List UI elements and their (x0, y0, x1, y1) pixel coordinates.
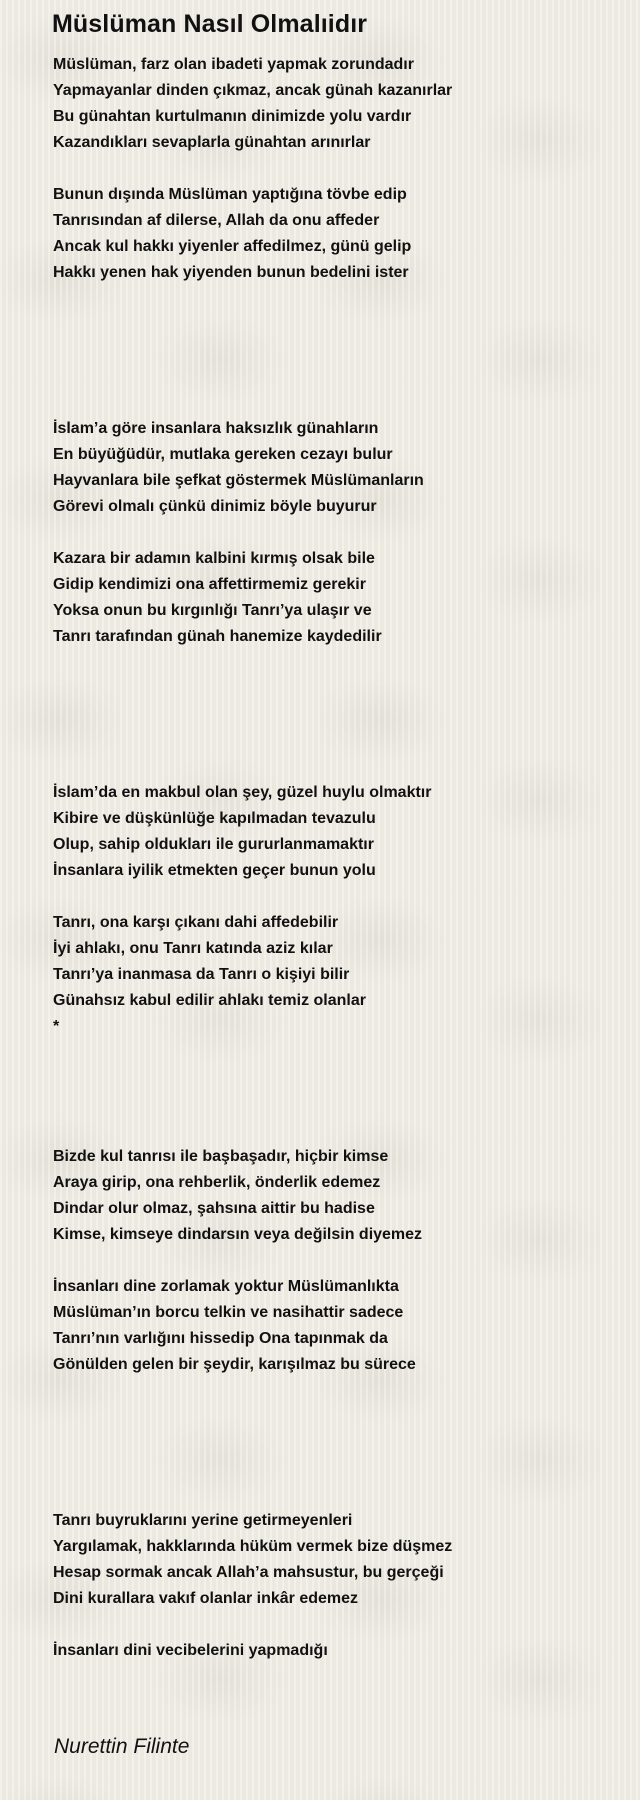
poem-line: Günahsız kabul edilir ahlakı temiz olanlar (53, 992, 366, 1009)
stanza (53, 52, 613, 156)
stanza-spacer (53, 156, 613, 182)
poem-line: Kimse, kimseye dindarsın veya değilsin diyemez (53, 1226, 423, 1243)
poem-line: Bu günahtan kurtulmanın dinimizde yolu vardır (53, 108, 412, 125)
poem-line: Görevi olmalı çünkü dinimiz böyle buyurur (53, 498, 377, 515)
poem-line: En büyüğüdür, mutlaka gereken cezayı bulur (53, 446, 393, 463)
poem-line: Araya girip, ona rehberlik, önderlik edemez (53, 1174, 381, 1191)
poem-line: Olup, sahip oldukları ile gururlanmamaktır (53, 836, 374, 853)
poem-line: Dindar olur olmaz, şahsına aittir bu hadise (53, 1200, 375, 1217)
section-spacer (53, 1040, 613, 1144)
poem-line: İnsanlara iyilik etmekten geçer bunun yolu (53, 862, 376, 879)
poem-line: Ancak kul hakkı yiyenler affedilmez, günü gelip (53, 238, 412, 255)
poem-line: Hesap sormak ancak Allah’a mahsustur, bu gerçeği (53, 1564, 444, 1581)
stanza-spacer (53, 1248, 613, 1274)
poem-line: Kazara bir adamın kalbini kırmış olsak bile (53, 550, 375, 567)
poem-line: İslam’da en makbul olan şey, güzel huylu olmaktır (53, 784, 432, 801)
poem-line: Tanrı tarafından günah hanemize kaydedilir (53, 628, 382, 645)
poem-line: Tanrı buyruklarını yerine getirmeyenleri (53, 1512, 353, 1529)
stanza (53, 910, 613, 1040)
stanza (53, 416, 613, 520)
poem-line: İslam’a göre insanlara haksızlık günahların (53, 420, 379, 437)
section-separator-mark: * (53, 1018, 60, 1035)
poem-line: Bizde kul tanrısı ile başbaşadır, hiçbir kimse (53, 1148, 389, 1165)
poem-body (53, 52, 613, 1664)
poem-line: İyi ahlakı, onu Tanrı katında aziz kılar (53, 940, 333, 957)
stanza (53, 1144, 613, 1248)
stanza-spacer (53, 1612, 613, 1638)
poem-line: Müslüman, farz olan ibadeti yapmak zorundadır (53, 56, 414, 73)
stanza (53, 1638, 613, 1664)
section-spacer (53, 650, 613, 780)
section-spacer (53, 286, 613, 416)
poem-line: Tanrı’nın varlığını hissedip Ona tapınmak da (53, 1330, 388, 1347)
poem-line: Hakkı yenen hak yiyenden bunun bedelini ister (53, 264, 409, 281)
poem-line: İnsanları dine zorlamak yoktur Müslümanlıkta (53, 1278, 399, 1295)
poem-line: Bunun dışında Müslüman yaptığına tövbe edip (53, 186, 407, 203)
stanza-spacer (53, 520, 613, 546)
poem-line: Dini kurallara vakıf olanlar inkâr edemez (53, 1590, 359, 1607)
poem-line: Yapmayanlar dinden çıkmaz, ancak günah kazanırlar (53, 82, 453, 99)
stanza (53, 1274, 613, 1378)
stanza (53, 1508, 613, 1612)
poem-title: Müslüman Nasıl Olmalıidır (52, 10, 368, 38)
poem-line: Tanrısından af dilerse, Allah da onu affeder (53, 212, 380, 229)
poem-line: Kazandıkları sevaplarla günahtan arınırlar (53, 134, 371, 151)
poem-line: Tanrı’ya inanmasa da Tanrı o kişiyi bilir (53, 966, 350, 983)
poem-line: Kibire ve düşkünlüğe kapılmadan tevazulu (53, 810, 376, 827)
poem-line: Yargılamak, hakklarında hüküm vermek bize düşmez (53, 1538, 453, 1555)
stanza (53, 182, 613, 286)
stanza (53, 780, 613, 884)
poem-line: İnsanları dini vecibelerini yapmadığı (53, 1642, 328, 1659)
poem-line: Müslüman’ın borcu telkin ve nasihattir sadece (53, 1304, 404, 1321)
poem-line: Gönülden gelen bir şeydir, karışılmaz bu sürece (53, 1356, 416, 1373)
poem-line: Gidip kendimizi ona affettirmemiz gerekir (53, 576, 366, 593)
poem-line: Yoksa onun bu kırgınlığı Tanrı’ya ulaşır ve (53, 602, 372, 619)
stanza (53, 546, 613, 650)
stanza-spacer (53, 884, 613, 910)
poem-line: Hayvanlara bile şefkat göstermek Müslümanların (53, 472, 424, 489)
section-spacer (53, 1378, 613, 1508)
author-name: Nurettin Filinte (54, 1735, 190, 1758)
poem-line: Tanrı, ona karşı çıkanı dahi affedebilir (53, 914, 339, 931)
